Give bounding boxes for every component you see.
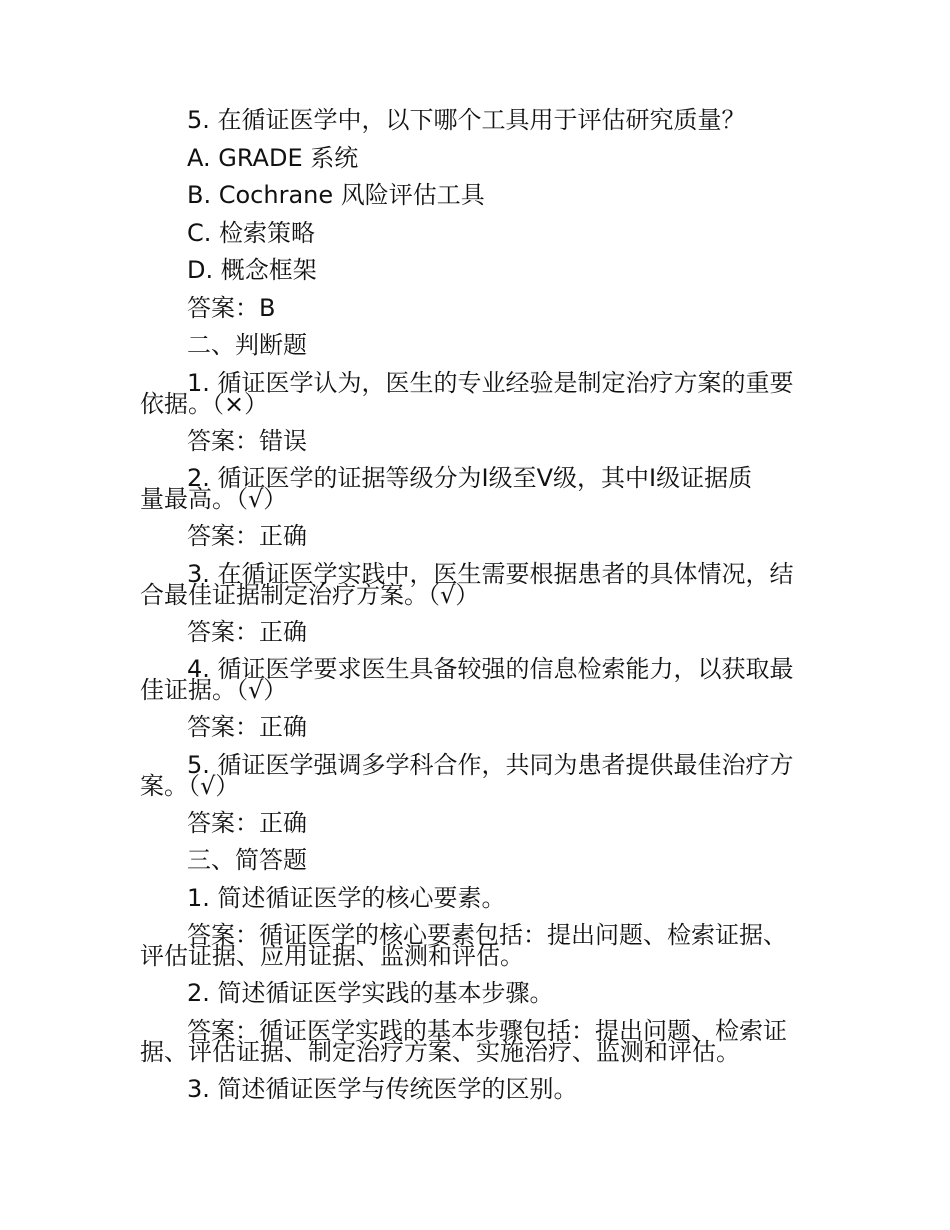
tf-question-3-line-1: 3. 在循证医学实践中，医生需要根据患者的具体情况，结: [187, 559, 794, 588]
option-a: A. GRADE 系统: [187, 143, 359, 172]
sa-question-3: 3. 简述循证医学与传统医学的区别。: [187, 1074, 578, 1103]
section-heading-short-answer: 三、简答题: [187, 846, 307, 874]
answer-tf-2: 答案：正确: [187, 522, 307, 550]
answer-tf-5: 答案：正确: [187, 808, 307, 837]
answer-tf-3: 答案：正确: [187, 617, 307, 646]
sa-answer-1-line-2: 评估证据、应用证据、监测和评估。: [140, 942, 524, 970]
tf-question-2-line-2: 量最高。（√）: [140, 485, 288, 513]
tf-question-4-line-1: 4. 循证医学要求医生具备较强的信息检索能力，以获取最: [187, 655, 794, 683]
tf-question-3: [140, 556, 812, 614]
option-d: D. 概念框架: [187, 256, 317, 284]
question-5-stem: 5. 在循证医学中，以下哪个工具用于评估研究质量？: [187, 106, 746, 134]
sa-answer-2-line-1: 答案：循证医学实践的基本步骤包括：提出问题、检索证: [187, 1016, 787, 1045]
sa-question-1: 1. 简述循证医学的核心要素。: [187, 883, 506, 912]
tf-question-1-line-1: 1. 循证医学认为，医生的专业经验是制定治疗方案的重要: [187, 368, 794, 397]
tf-question-5: [140, 747, 812, 805]
answer-tf-4: 答案：正确: [187, 713, 307, 741]
sa-answer-1-line-1: 答案：循证医学的核心要素包括：提出问题、检索证据、: [187, 921, 787, 949]
answer-tf-1: 答案：错误: [187, 426, 307, 455]
option-c: C. 检索策略: [187, 218, 316, 247]
document-body: [140, 102, 812, 1108]
tf-question-2-line-1: 2. 循证医学的证据等级分为Ⅰ级至Ⅴ级，其中Ⅰ级证据质: [187, 464, 753, 492]
sa-answer-1: [140, 917, 812, 975]
tf-question-3-line-2: 合最佳证据制定治疗方案。（√）: [140, 580, 480, 609]
tf-question-4-line-2: 佳证据。（√）: [140, 676, 288, 704]
tf-question-1: [140, 365, 812, 423]
tf-question-2: [140, 460, 812, 518]
tf-question-4: [140, 651, 812, 709]
sa-answer-2-line-2: 据、评估证据、制定治疗方案、实施治疗、监测和评估。: [140, 1037, 740, 1066]
section-heading-true-false: 二、判断题: [187, 331, 307, 359]
sa-answer-2: [140, 1013, 812, 1071]
answer-q5: 答案：B: [187, 293, 276, 322]
tf-question-1-line-2: 依据。（×）: [140, 389, 269, 418]
tf-question-5-line-1: 5. 循证医学强调多学科合作，共同为患者提供最佳治疗方: [187, 750, 794, 779]
option-b: B. Cochrane 风险评估工具: [187, 181, 485, 209]
tf-question-5-line-2: 案。（√）: [140, 771, 240, 800]
sa-question-2: 2. 简述循证医学实践的基本步骤。: [187, 979, 554, 1007]
